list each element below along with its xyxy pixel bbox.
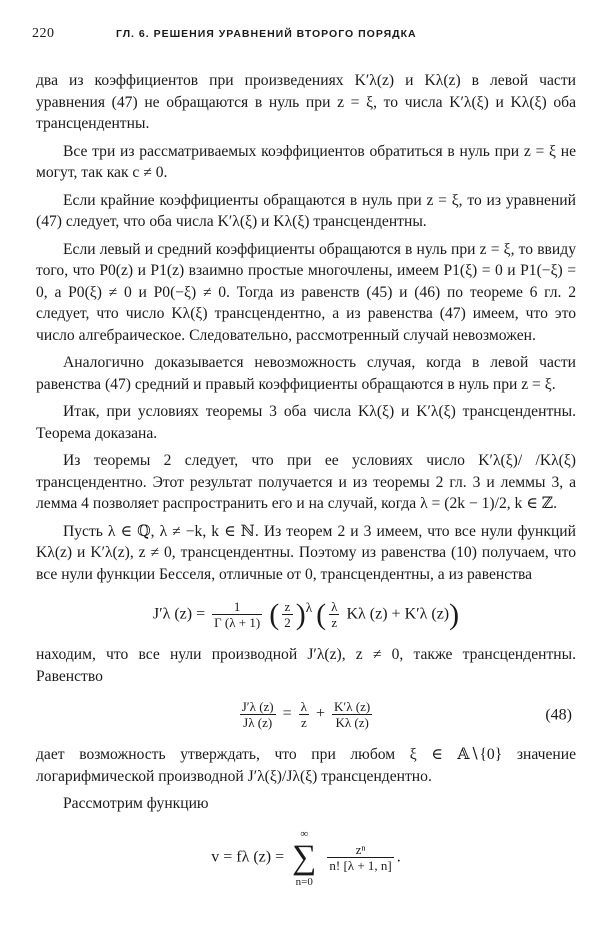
paragraph: Из теоремы 2 следует, что при ее условиях число K′λ(ξ)/ /Kλ(ξ) трансцендентно. Этот результат получается и из теоремы 2 гл. 3 и леммы 3, а лемма 4 позволяет распространить его и на случай, когда λ = (2k − 1)/2, k ∈ ℤ. [36, 452, 576, 512]
fraction-numerator: 1 [212, 599, 262, 615]
sum-upper-limit: ∞ [300, 827, 309, 840]
fraction [329, 599, 339, 630]
sum-lower-limit: n=0 [295, 875, 313, 888]
fraction-numerator: K′λ (z) [334, 699, 371, 715]
fraction-numerator: zⁿ [327, 842, 393, 858]
close-paren: ) [295, 597, 306, 631]
formula-lhs: v = fλ (z) = [211, 848, 285, 866]
paragraph: Итак, при условиях теоремы 3 оба числа Kλ(ξ) и K′λ(ξ) трансцендентны. Теорема доказана. [36, 403, 576, 442]
formula-rest: Kλ (z) + K′λ (z) [346, 605, 450, 623]
fraction-denominator: z [300, 715, 307, 731]
paragraph: Если крайние коэффициенты обращаются в нуль при z = ξ, то из уравнений (47) следует, что оба числа K′λ(ξ) и Kλ(ξ) трансцендентны. [36, 191, 576, 230]
fraction-numerator: z [282, 599, 293, 615]
paragraph: Пусть λ ∈ ℚ, λ ≠ −k, k ∈ ℕ. Из теорем 2 и 3 имеем, что все нули функций Kλ(z) и K′λ(z), z ≠ 0, трансцендентны. Поэтому из равенства (10) получаем, что все нули функции Бесселя, отличные от 0, трансцендентны, а из равенства [36, 522, 576, 583]
page-body [36, 70, 576, 903]
fraction [282, 599, 293, 630]
open-paren: ( [316, 597, 327, 631]
exponent: λ [305, 600, 313, 615]
running-title: ГЛ. 6. РЕШЕНИЯ УРАВНЕНИЙ ВТОРОГО ПОРЯДКА [116, 28, 417, 40]
formula-period: . [396, 848, 401, 866]
paragraph: Аналогично доказывается невозможность случая, когда в левой части равенства (47) средний и правый коэффициенты обращаются в нуль при z = ξ. [36, 354, 576, 393]
summation [292, 827, 316, 889]
fraction-numerator: J′λ (z) [241, 699, 274, 715]
fraction-numerator: λ [331, 599, 338, 615]
equation-number: (48) [545, 705, 572, 723]
plus-sign: + [315, 705, 326, 723]
sum-symbol: ∑ [292, 838, 317, 876]
paragraph: находим, что все нули производной J′λ(z), z ≠ 0, также трансцендентны. Равенство [36, 646, 576, 685]
paragraph: дает возможность утверждать, что при любом ξ ∈ 𝔸∖{0} значение логарифмической производной J′λ(ξ)/Jλ(ξ) трансцендентно. [36, 746, 576, 785]
fraction [240, 699, 276, 730]
formula-48 [36, 699, 576, 730]
formula-lhs: J′λ (z) = [152, 605, 206, 623]
fraction [332, 699, 372, 730]
fraction [327, 842, 393, 873]
fraction [299, 699, 309, 730]
paragraph: Если левый и средний коэффициенты обращаются в нуль при z = ξ, то ввиду того, что P0(z) и P1(z) взаимно простые многочлены, имеем P1(ξ) = 0 и P1(−ξ) = 0, а P0(ξ) ≠ 0 и P0(−ξ) ≠ 0. Тогда из равенств (45) и (46) по теореме 6 гл. 2 следует, что число Kλ(ξ) трансцендентно, а из равенства (47) имеем, что это число алгебраическое. Следовательно, рассмотренный случай невозможен. [36, 240, 576, 344]
paragraph: Все три из рассматриваемых коэффициентов обратиться в нуль при z = ξ не могут, так как c ≠ 0. [36, 142, 576, 181]
formula-series [36, 827, 576, 889]
paragraph: Рассмотрим функцию [63, 795, 209, 813]
open-paren: ( [269, 597, 280, 631]
fraction-denominator: Jλ (z) [243, 715, 273, 731]
fraction-denominator: 2 [284, 615, 291, 631]
page-number: 220 [32, 26, 55, 41]
close-paren: ) [449, 597, 460, 631]
page-header [32, 26, 583, 42]
fraction-denominator: Kλ (z) [335, 715, 369, 731]
formula-bessel-derivative [36, 597, 576, 630]
fraction-numerator: λ [300, 699, 307, 715]
fraction [212, 599, 262, 630]
fraction-denominator: Γ (λ + 1) [214, 615, 261, 631]
equals-sign: = [282, 705, 292, 723]
fraction-denominator: n! [λ + 1, n] [329, 858, 392, 874]
paragraph: два из коэффициентов при произведениях K′λ(z) и Kλ(z) в левой части уравнения (47) не обращаются в нуль при z = ξ, то числа K′λ(ξ) и Kλ(ξ) оба трансцендентны. [36, 72, 576, 132]
fraction-denominator: z [331, 615, 338, 631]
